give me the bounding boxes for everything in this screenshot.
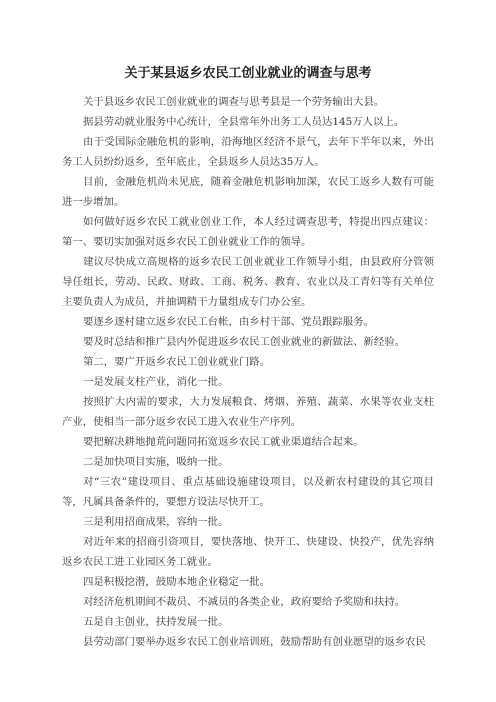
paragraph: 要把解决耕地抛荒问题同拓宽返乡农民工就业渠道结合起来。 xyxy=(83,436,364,448)
paragraph: 县劳动部门要举办返乡农民工创业培训班，鼓励帮助有创业愿望的返乡农民 xyxy=(83,636,426,648)
paragraph: 要逐乡逐村建立返乡农民工台帐，由乡村干部、党员跟踪服务。 xyxy=(83,316,374,328)
paragraph: 四是积极挖潜，鼓励本地企业稳定一批。 xyxy=(83,576,271,588)
paragraph: 由于受国际金融危机的影响，沿海地区经济不景气，去年下半年以来，外出务工人员纷纷返乡，至年底止，全县返乡人员达35万人。 xyxy=(62,136,434,168)
paragraph: 二是加快项目实施，吸纳一批。 xyxy=(83,456,229,468)
paragraph: 第二，要广开返乡农民工创业就业门路。 xyxy=(83,356,271,368)
paragraph: 对近年来的招商引资项目，要快落地、快开工、快建设、快投产，优先容纳返乡农民工进工业园区务工就业。 xyxy=(62,536,434,568)
paragraph: 据县劳动就业服务中心统计，全县常年外出务工人员达145万人以上。 xyxy=(83,116,405,128)
paragraph: 如何做好返乡农民工就业创业工作，本人经过调查思考，特提出四点建议：第一、要切实加强对返乡农民工创业就业工作的领导。 xyxy=(62,216,434,248)
paragraph: 关于县返乡农民工创业就业的调查与思考县是一个劳务输出大县。 xyxy=(83,96,385,108)
paragraph: 五是自主创业，扶持发展一批。 xyxy=(83,616,229,628)
document-title: 关于某县返乡农民工创业就业的调查与思考 xyxy=(124,66,372,81)
paragraph: 对经济危机期间不裁员、不减员的各类企业，政府要给予奖励和扶持。 xyxy=(83,596,406,608)
paragraph: 三是利用招商成果，容纳一批。 xyxy=(83,516,229,528)
paragraph: 要及时总结和推广县内外促进返乡农民工创业就业的新做法、新经验。 xyxy=(83,336,406,348)
paragraph: 按照扩大内需的要求，大力发展粮食、烤烟、养殖、蔬菜、水果等农业支柱产业，使相当一部分返乡农民工进入农业生产序列。 xyxy=(62,396,434,428)
paragraph: 建议尽快成立高规格的返乡农民工创业就业工作领导小组，由县政府分管领导任组长，劳动、民政、财政、工商、税务、教育、农业以及工青妇等有关单位主要负责人为成员，并抽调精干力量组成专门办公室。 xyxy=(62,256,434,308)
document-body xyxy=(62,92,434,652)
paragraph: 一是发展支柱产业，消化一批。 xyxy=(83,376,229,388)
paragraph: 对“三农”建设项目、重点基础设施建设项目，以及新农村建设的其它项目等，凡属具备条件的，要想方设法尽快开工。 xyxy=(62,476,434,508)
paragraph: 目前，金融危机尚未见底，随着金融危机影响加深，农民工返乡人数有可能进一步增加。 xyxy=(62,176,434,208)
